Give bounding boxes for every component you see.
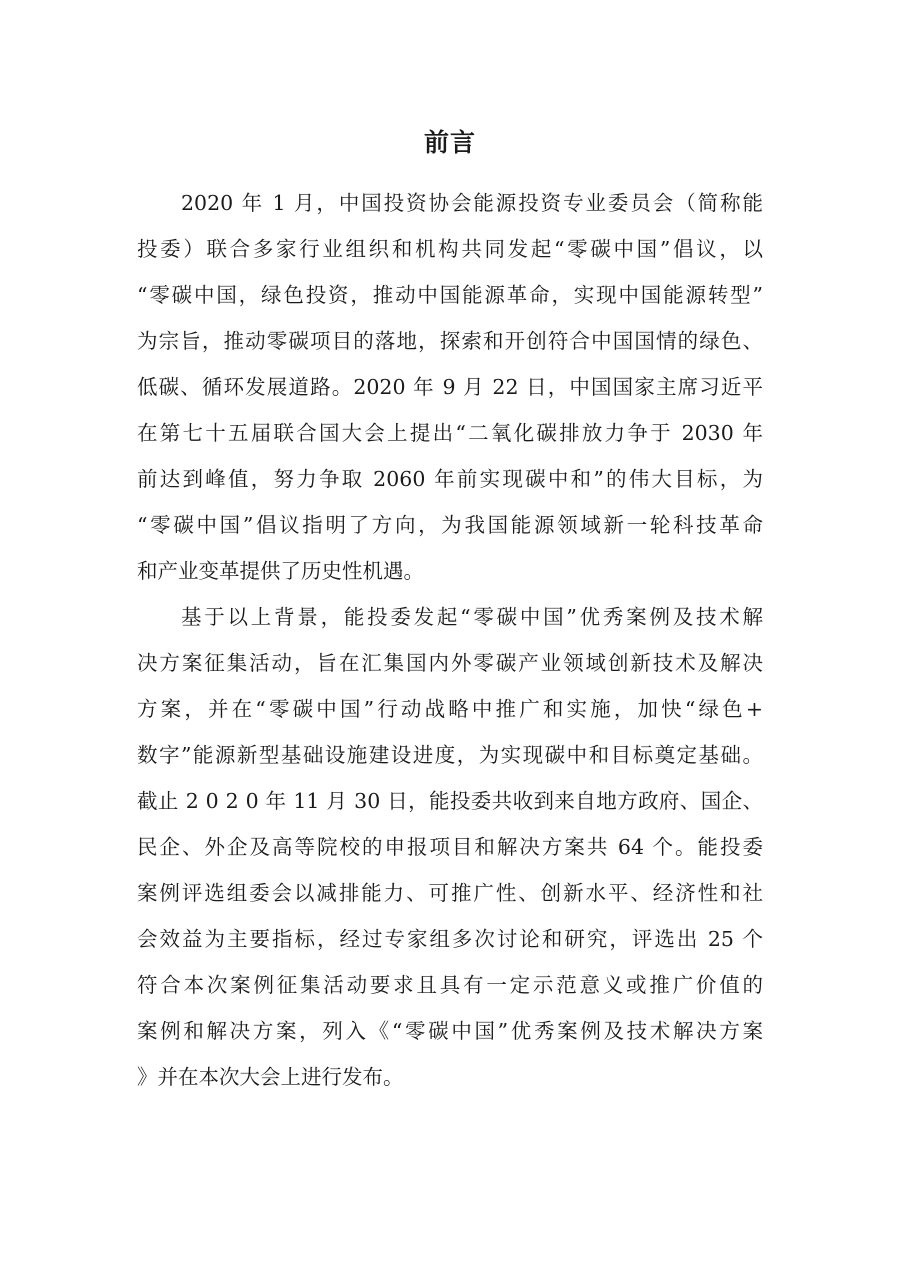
paragraph-line: 案例和解决方案，列入《“零碳中国”优秀案例及技术解决方案 — [137, 1019, 763, 1043]
paragraph-line: 》并在本次大会上进行发布。 — [137, 1065, 404, 1089]
paragraph-line: 和产业变革提供了历史性机遇。 — [137, 559, 424, 583]
paragraph-line: 截止 2 0 2 0 年 11 月 30 日，能投委共收到来自地方政府、国企、 — [137, 789, 763, 813]
paragraph-line: 基于以上背景，能投委发起“零碳中国”优秀案例及技术解 — [181, 605, 763, 629]
paragraph-line: 民企、外企及高等院校的申报项目和解决方案共 64 个。能投委 — [137, 835, 763, 859]
paragraph-line: “零碳中国，绿色投资，推动中国能源革命，实现中国能源转型” — [137, 283, 763, 307]
paragraph-2 — [137, 594, 763, 1100]
paragraph-1 — [137, 180, 763, 594]
paragraph-line: 低碳、循环发展道路。2020 年 9 月 22 日，中国国家主席习近平 — [137, 375, 763, 399]
body-text — [137, 180, 763, 1100]
paragraph-line: 为宗旨，推动零碳项目的落地，探索和开创符合中国国情的绿色、 — [137, 329, 763, 353]
paragraph-line: 决方案征集活动，旨在汇集国内外零碳产业领域创新技术及解决 — [137, 651, 763, 675]
paragraph-line: 方案，并在“零碳中国”行动战略中推广和实施，加快“绿色+ — [137, 697, 763, 721]
paragraph-line: 投委）联合多家行业组织和机构共同发起“零碳中国”倡议，以 — [137, 237, 763, 261]
paragraph-line: 前达到峰值，努力争取 2060 年前实现碳中和”的伟大目标，为 — [137, 467, 763, 491]
paragraph-line: 案例评选组委会以减排能力、可推广性、创新水平、经济性和社 — [137, 881, 763, 905]
paragraph-line: 数字”能源新型基础设施建设进度，为实现碳中和目标奠定基础。 — [137, 743, 763, 767]
paragraph-line: 在第七十五届联合国大会上提出“二氧化碳排放力争于 2030 年 — [137, 421, 763, 445]
paragraph-line: 会效益为主要指标，经过专家组多次讨论和研究，评选出 25 个 — [137, 927, 763, 951]
paragraph-line: 符合本次案例征集活动要求且具有一定示范意义或推广价值的 — [137, 973, 763, 997]
page-title: 前言 — [423, 128, 476, 157]
paragraph-line: 2020 年 1 月，中国投资协会能源投资专业委员会（简称能 — [181, 191, 763, 215]
paragraph-line: “零碳中国”倡议指明了方向，为我国能源领域新一轮科技革命 — [137, 513, 763, 537]
